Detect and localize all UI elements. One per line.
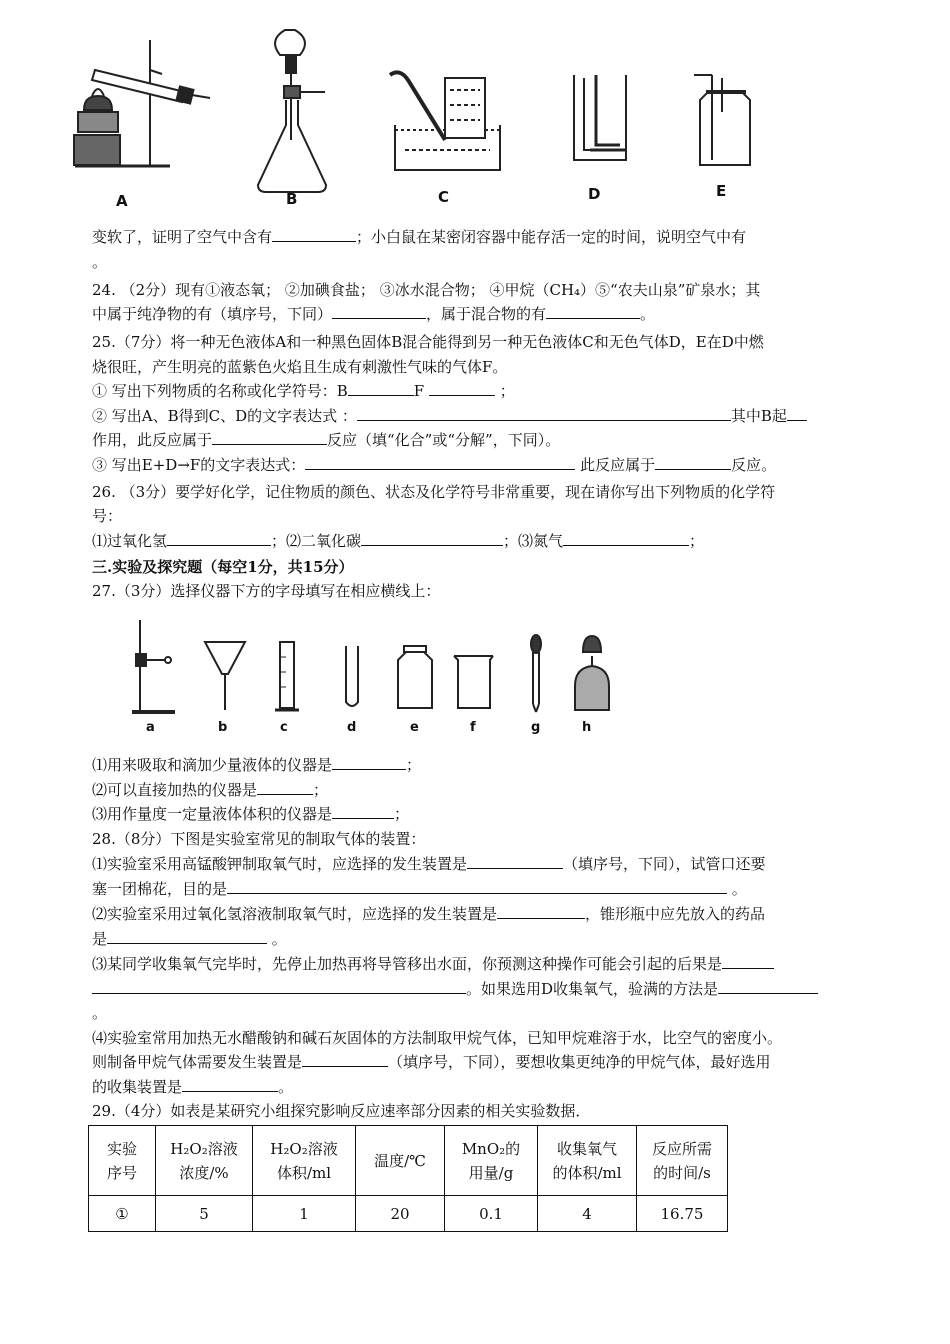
question-24: 24. （2分）现有①液态氧； ②加碘食盐； ③冰水混合物； ④甲烷（CH₄）⑤“农夫山泉”矿泉水；其	[92, 281, 761, 299]
question-26: 26. （3分）要学好化学，记住物质的颜色、状态及化学符号非常重要，现在请你写出下列物质的化学符	[92, 483, 776, 501]
question-27-part-2: ⑵可以直接加热的仪器是 ；	[92, 781, 329, 799]
table-cell: 5	[156, 1196, 253, 1232]
text-line: 。	[92, 253, 108, 271]
question-27-part-3: ⑶用作量度一定量液体体积的仪器是 ；	[92, 805, 410, 823]
header-cell: 实验 序号	[89, 1126, 156, 1196]
instrument-label-h: h	[582, 720, 592, 735]
apparatus-d-icon	[574, 75, 626, 160]
apparatus-figure-top	[0, 0, 950, 215]
instrument-label-g: g	[531, 720, 541, 735]
question-28-part-1: ⑴实验室采用高锰酸钾制取氧气时，应选择的发生装置是 （填序号，下同），试管口还要	[92, 855, 766, 873]
header-cell: H₂O₂溶液 浓度/%	[156, 1126, 253, 1196]
question-27: 27.（3分）选择仪器下方的字母填写在相应横线上：	[92, 582, 441, 600]
apparatus-e-icon	[694, 75, 750, 165]
table-cell: 4	[538, 1196, 637, 1232]
header-cell: MnO₂的 用量/g	[445, 1126, 538, 1196]
table-cell: 20	[356, 1196, 445, 1232]
table-cell: 16.75	[637, 1196, 728, 1232]
instrument-label-f: f	[470, 720, 476, 735]
table-row	[89, 1196, 728, 1232]
apparatus-label-b: B	[286, 190, 298, 208]
apparatus-label-e: E	[716, 182, 727, 200]
question-28-part-3: ⑶某同学收集氧气完毕时，先停止加热再将导管移出水面，你预测这种操作可能会引起的后果是	[92, 954, 774, 974]
question-29: 29.（4分）如表是某研究小组探究影响反应速率部分因素的相关实验数据．	[92, 1102, 591, 1120]
apparatus-label-a: A	[116, 192, 128, 210]
apparatus-c-icon	[390, 72, 500, 170]
iron-stand-icon	[132, 620, 175, 712]
test-tube-icon	[346, 646, 358, 706]
instrument-label-d: d	[347, 720, 357, 735]
funnel-icon	[205, 642, 245, 710]
header-cell: H₂O₂溶液 体积/ml	[253, 1126, 356, 1196]
question-25: 25.（7分）将一种无色液体A和一种黑色固体B混合能得到另一种无色液体C和无色气体D，E在D中燃	[92, 333, 764, 351]
experiment-table	[88, 1125, 728, 1232]
beaker-icon	[454, 656, 493, 708]
apparatus-b-icon	[258, 30, 326, 192]
alcohol-lamp-icon	[575, 636, 609, 710]
header-cell: 反应所需 的时间/s	[637, 1126, 728, 1196]
apparatus-label-c: C	[438, 188, 450, 206]
question-24-line-2: 中属于纯净物的有（填序号，下同） ，属于混合物的有 。	[92, 305, 656, 323]
table-cell: 0.1	[445, 1196, 538, 1232]
instruments-figure	[0, 612, 950, 722]
question-28: 28.（8分）下图是实验室常见的制取气体的装置：	[92, 830, 426, 848]
question-25-line-2: 烧很旺，产生明亮的蓝紫色火焰且生成有刺激性气味的气体F。	[92, 358, 508, 376]
apparatus-a-icon	[74, 40, 210, 166]
table-cell: 1	[253, 1196, 356, 1232]
question-27-part-1: ⑴用来吸取和滴加少量液体的仪器是 ；	[92, 756, 422, 774]
question-25-part-2: ② 写出A、B得到C、D的文字表达式 ： 其中B起	[92, 406, 807, 426]
instrument-label-e: e	[410, 720, 419, 735]
instrument-label-a: a	[146, 720, 155, 735]
question-25-part-1: ① 写出下列物质的名称或化学符号：B F ；	[92, 382, 515, 400]
header-cell: 收集氧气 的体积/ml	[538, 1126, 637, 1196]
question-28-part-3-line-2: 。如果选用D收集氧气，验满的方法是	[92, 979, 818, 999]
table-cell: ①	[89, 1196, 156, 1232]
question-28-part-4-line-2: 则制备甲烷气体需要发生装置是 （填序号，下同），要想收集更纯净的甲烷气体，最好选用	[92, 1053, 771, 1071]
question-28-part-4-line-3: 的收集装置是 。	[92, 1078, 294, 1096]
question-26-line-3: ⑴过氧化氢 ；⑵二氧化碳 ；⑶氮气 ；	[92, 532, 705, 550]
text-line: 变软了，证明了空气中含有 ；小白鼠在某密闭容器中能存活一定的时间，说明空气中有	[92, 228, 747, 246]
graduated-cylinder-icon	[275, 642, 299, 710]
question-26-line-2: 号：	[92, 507, 123, 525]
table-header-row	[89, 1126, 728, 1196]
question-25-part-2-line-2: 作用，此反应属于 反应（填“化合”或“分解”，下同）。	[92, 431, 561, 449]
question-25-part-3: ③ 写出E+D→F的文字表达式： 此反应属于 反应。	[92, 456, 777, 474]
instrument-label-c: c	[280, 720, 288, 735]
header-cell: 温度/℃	[356, 1126, 445, 1196]
instrument-label-b: b	[218, 720, 228, 735]
question-28-part-2: ⑵实验室采用过氧化氢溶液制取氧气时，应选择的发生装置是 ，锥形瓶中应先放入的药品	[92, 905, 766, 923]
question-28-part-2-line-2: 是 。	[92, 930, 287, 948]
question-28-part-4: ⑷实验室常用加热无水醋酸钠和碱石灰固体的方法制取甲烷气体，已知甲烷难溶于水，比空气的密度小。	[92, 1029, 783, 1047]
section-3-title: 三.实验及探究题（每空1分，共15分）	[92, 558, 354, 576]
apparatus-label-d: D	[588, 185, 601, 203]
dropper-icon	[531, 635, 541, 712]
question-28-part-1-line-2: 塞一团棉花，目的是 。	[92, 880, 747, 898]
gas-bottle-icon	[398, 646, 432, 708]
question-28-part-3-line-3: 。	[92, 1004, 108, 1022]
